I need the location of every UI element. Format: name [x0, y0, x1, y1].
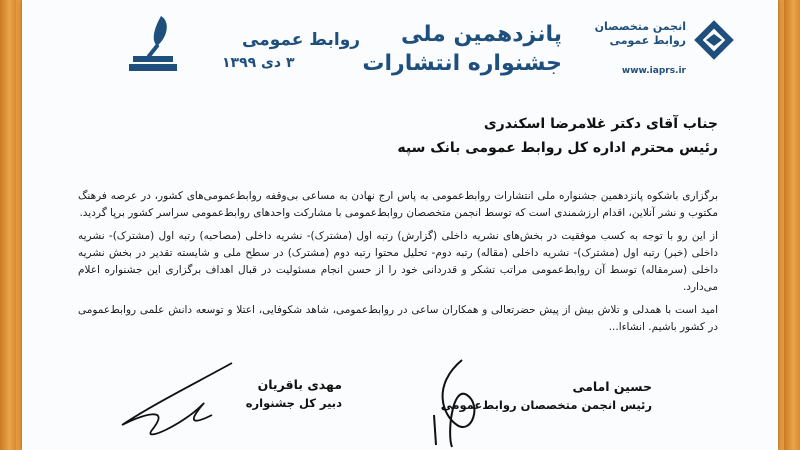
certificate-paper [22, 0, 778, 450]
recipient-title: رئیس محترم اداره کل روابط عمومی بانک سپه [397, 140, 718, 156]
association-name-line1: انجمن متخصصان [594, 20, 686, 33]
association-logo-icon [692, 18, 736, 62]
association-name-line2: روابط عمومی [609, 34, 686, 47]
signer-left-role: دبیر کل جشنواره [245, 396, 342, 410]
signature-right [392, 378, 652, 414]
recipient-block [78, 112, 718, 160]
signer-left-name: مهدی باقریان [257, 377, 342, 392]
festival-logo-icon [127, 12, 187, 74]
frame-left [0, 0, 16, 450]
body-paragraph-3: امید است با همدلی و تلاش بیش از پیش حضرتعالی و همکاران ساعی در روابط‌عمومی، شاهد شکوفایی، اعتلا و توسعه دانش علمی روابط‌عمومی در کشور باشیم. انشاء‌ا... [78, 304, 718, 333]
signer-right-name: حسین امامی [572, 379, 652, 394]
signature-left [212, 376, 342, 412]
signer-right-role: رئیس انجمن متخصصان روابط‌عمومی [440, 398, 652, 412]
festival-logo-text: روابط عمومی [242, 30, 361, 50]
festival-date: ۳ دی ۱۳۹۹ [222, 55, 295, 71]
recipient-name: جناب آقای دکتر غلامرضا اسکندری [483, 116, 718, 132]
frame-right [784, 0, 800, 450]
festival-title-line1: پانزدهمین ملی [400, 22, 562, 47]
association-name [586, 20, 686, 48]
letter-body [78, 188, 718, 342]
association-website: www.iaprs.ir [621, 66, 686, 76]
body-paragraph-1: برگزاری باشکوه پانزدهمین جشنواره ملی انتشارات روابط‌عمومی به پاس ارج نهادن به مساعی بی‌وقفه روابط‌عمومی‌های کشور، در عرصه فرهنگ مکتوب و نشر آنلاین، اقدام ارزشمندی است که توسط انجمن متخصصان روابط‌عمومی با مشارکت واحدهای روابط‌عمومی سراسر کشور برپا گردید. [78, 190, 718, 219]
festival-title [202, 22, 562, 78]
festival-title-line2: جشنواره انتشارات [362, 51, 562, 76]
body-paragraph-2: از این رو با توجه به کسب موفقیت در بخش‌های نشریه داخلی (گزارش) رتبه اول (مشترک)- نشریه داخلی (مصاحبه) رتبه اول (مشترک)- نشریه داخلی (خبر) رتبه اول (مشترک)- نشریه داخلی (مقاله) رتبه دوم- تحلیل محتوا رتبه دوم (مشترک) در سطح ملی و شایسته تقدیر در بخش نشریه داخلی (سرمقاله) توسط آن روابط‌عمومی مراتب تشکر و قدردانی خود را از حسن انجام مسئولیت در قبال اهداف برگزاری این جشنواره اعلام می‌دارد. [78, 230, 718, 293]
